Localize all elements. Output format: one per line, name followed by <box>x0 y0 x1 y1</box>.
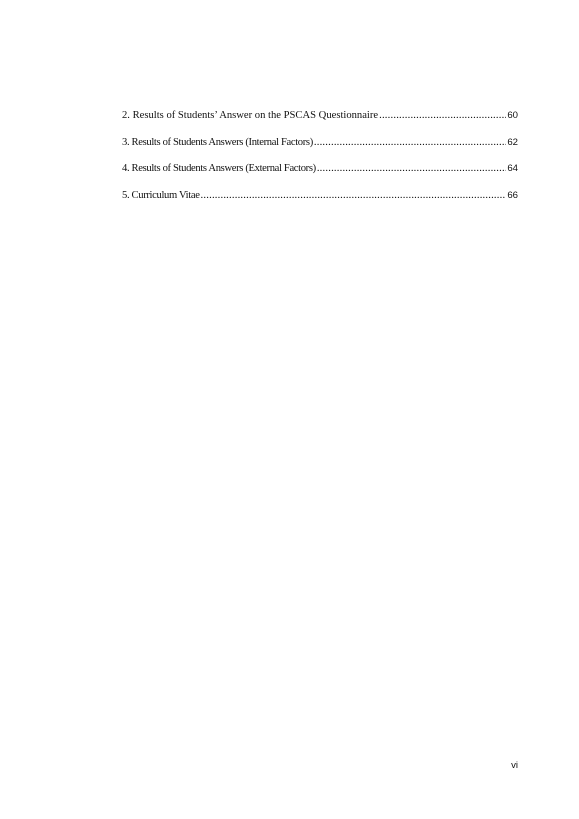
toc-entry-page: 62 <box>507 136 518 148</box>
toc-entry-appendix-2 <box>122 110 518 137</box>
table-of-contents <box>122 110 518 216</box>
toc-dot-leader <box>201 190 507 201</box>
toc-entry-label: 5. Curriculum Vitae <box>122 189 200 201</box>
toc-dot-leader <box>317 163 507 174</box>
toc-entry-appendix-3 <box>122 137 518 164</box>
toc-entry-label: 3. Results of Students Answers (Internal Factors) <box>122 136 313 148</box>
toc-dot-leader <box>314 137 506 148</box>
page-number: vi <box>511 760 518 771</box>
toc-entry-page: 64 <box>507 163 518 174</box>
toc-entry-appendix-4 <box>122 163 518 190</box>
toc-entry-label: 2. Results of Students’ Answer on the PSCAS Questionnaire <box>122 110 379 121</box>
toc-dot-leader <box>379 110 506 121</box>
toc-entry-page: 60 <box>507 110 518 121</box>
toc-entry-page: 66 <box>507 189 518 201</box>
toc-entry-label: 4. Results of Students Answers (External Factors) <box>122 163 316 174</box>
toc-entry-appendix-5 <box>122 190 518 217</box>
